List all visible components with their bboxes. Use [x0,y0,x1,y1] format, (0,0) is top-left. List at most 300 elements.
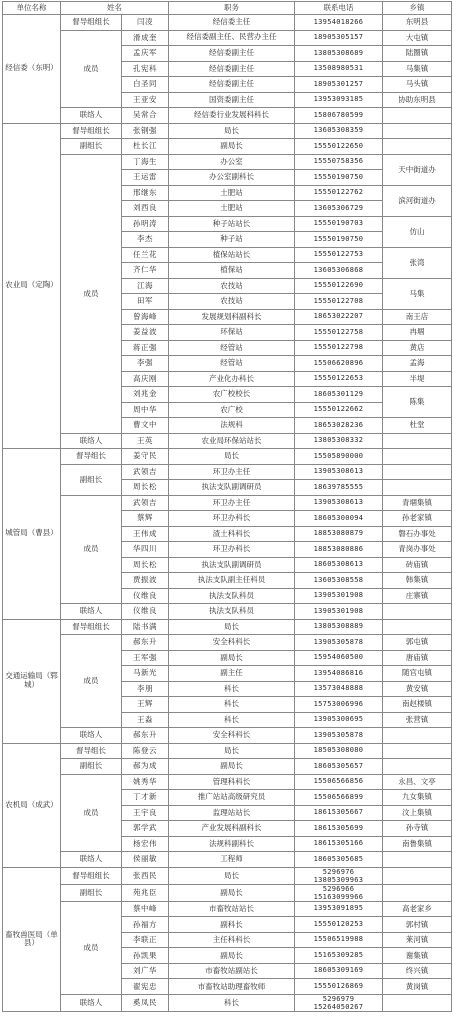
table-row [3,108,452,124]
name-cell: 蒋正强 [122,340,169,356]
town-cell [383,464,452,480]
duty-cell: 经信委行业发展科科长 [169,108,295,124]
role-cell: 联络人 [61,604,122,620]
header-town: 乡镇 [383,2,452,15]
phone-cell: 15550122762 [295,185,383,201]
phone-cell: 18605305657 [295,759,383,775]
phone-cell: 18639785555 [295,480,383,496]
phone-cell: 15550190750 [295,232,383,248]
town-cell: 郭村镇 [383,917,452,933]
phone-cell: 15550190750 [295,170,383,186]
town-cell [383,619,452,635]
phone-cell: 13905308613 [295,464,383,480]
town-cell: 孟海 [383,356,452,372]
name-cell: 贾振波 [122,573,169,589]
duty-cell: 环卫办主任 [169,495,295,511]
phone-cell: 13905300695 [295,712,383,728]
duty-cell: 植保站 [169,263,295,279]
duty-cell: 推广站站高级研究员 [169,790,295,806]
phone-cell: 18905305157 [295,30,383,46]
name-cell: 孙凯果 [122,948,169,964]
phone-cell: 15550190703 [295,216,383,232]
name-cell: 孟庆军 [122,46,169,62]
role-cell: 督导组组长 [61,619,122,635]
table-row [3,635,452,651]
duty-cell: 局长 [169,867,295,884]
town-cell: 汶上集镇 [383,805,452,821]
town-cell: 随官屯镇 [383,666,452,682]
name-cell: 孙福方 [122,917,169,933]
role-cell: 联络人 [61,728,122,744]
name-cell: 丁才新 [122,790,169,806]
name-cell: 奚凤民 [122,994,169,1011]
header-unit: 单位名称 [3,2,61,15]
name-cell: 郝东升 [122,635,169,651]
duty-cell: 主任科科长 [169,932,295,948]
table-row [3,852,452,868]
duty-cell: 办公室 [169,154,295,170]
duty-cell: 副局长 [169,650,295,666]
phone-cell: 13508980531 [295,61,383,77]
name-cell: 白圣同 [122,77,169,93]
duty-cell: 科长 [169,697,295,713]
town-cell [383,123,452,139]
duty-cell: 执法支队副调研员 [169,480,295,496]
phone-cell: 15165309285 [295,948,383,964]
phone-cell: 13805308689 [295,46,383,62]
duty-cell: 产业化办科长 [169,371,295,387]
town-cell: 半堤 [383,371,452,387]
duty-cell: 局长 [169,743,295,759]
duty-cell: 农技站 [169,294,295,310]
unit-cell: 农机局（成武） [3,743,61,867]
duty-cell: 经信委主任 [169,15,295,31]
role-cell: 副组长 [61,464,122,495]
town-cell: 永昌、文亭 [383,774,452,790]
name-cell: 杜长江 [122,139,169,155]
header-row [3,2,452,15]
contact-table [2,1,452,1012]
phone-cell: 15753006996 [295,697,383,713]
name-cell: 吴常合 [122,108,169,124]
table-row [3,433,452,449]
duty-cell: 发展规划科副科长 [169,309,295,325]
town-cell: 黄店 [383,340,452,356]
duty-cell: 经信委副主任 [169,61,295,77]
unit-cell: 农业局（定陶） [3,123,61,449]
name-cell: 姜益波 [122,325,169,341]
role-cell: 副组长 [61,884,122,901]
town-cell: 张营镇 [383,712,452,728]
phone-cell: 15550122662 [295,402,383,418]
name-cell: 姚秀华 [122,774,169,790]
name-cell: 陆书满 [122,619,169,635]
town-cell: 杜堂 [383,418,452,434]
town-cell: 滨河街道办 [383,185,452,216]
table-row [3,901,452,917]
duty-cell: 科长 [169,994,295,1011]
role-cell: 成员 [61,154,122,433]
duty-cell: 副局长 [169,759,295,775]
town-cell: 冉堌 [383,325,452,341]
role-cell: 成员 [61,901,122,994]
name-cell: 孔宪科 [122,61,169,77]
phone-cell: 13905301908 [295,604,383,620]
name-cell: 邢继东 [122,185,169,201]
table-row [3,759,452,775]
phone-cell: 18615305166 [295,836,383,852]
name-cell: 华四川 [122,542,169,558]
name-cell: 周长松 [122,557,169,573]
table-row [3,774,452,790]
town-cell [383,867,452,884]
duty-cell: 工程师 [169,852,295,868]
town-cell [383,139,452,155]
phone-cell: 13905305878 [295,728,383,744]
town-cell [383,480,452,496]
town-cell: 仿山 [383,216,452,247]
name-cell: 王亚安 [122,92,169,108]
duty-cell: 农技站 [169,278,295,294]
name-cell: 郭学武 [122,821,169,837]
phone-cell: 13954086816 [295,666,383,682]
name-cell: 滑成奎 [122,30,169,46]
table-body [3,15,452,1012]
town-cell: 张湾 [383,247,452,278]
duty-cell: 局长 [169,449,295,465]
duty-cell: 局长 [169,619,295,635]
duty-cell: 局长 [169,123,295,139]
header-duty: 职务 [169,2,295,15]
town-cell: 陆圈镇 [383,46,452,62]
phone-cell: 18905301257 [295,77,383,93]
name-cell: 陈登云 [122,743,169,759]
name-cell: 刘西良 [122,201,169,217]
town-cell: 谢集镇 [383,948,452,964]
town-cell: 马头镇 [383,77,452,93]
table-row [3,464,452,480]
phone-cell: 5296966 15163099966 [295,884,383,901]
phone-cell: 15506566899 [295,790,383,806]
name-cell: 高庆刚 [122,371,169,387]
phone-cell: 13605308558 [295,573,383,589]
phone-cell: 13905301908 [295,588,383,604]
duty-cell: 渣土科科长 [169,526,295,542]
town-cell [383,728,452,744]
phone-cell: 13905305878 [295,635,383,651]
duty-cell: 经信委副主任 [169,77,295,93]
name-cell: 蔡辉 [122,511,169,527]
duty-cell: 副局长 [169,884,295,901]
duty-cell: 副主任 [169,666,295,682]
duty-cell: 市畜牧站副站长 [169,963,295,979]
name-cell: 王运雷 [122,170,169,186]
duty-cell: 土肥站 [169,201,295,217]
town-cell: 陈集 [383,387,452,418]
duty-cell: 管理科科长 [169,774,295,790]
role-cell: 联络人 [61,108,122,124]
phone-cell: 15550122653 [295,371,383,387]
name-cell: 侯丽敏 [122,852,169,868]
town-cell: 高老家乡 [383,901,452,917]
duty-cell: 环卫办科长 [169,542,295,558]
role-cell: 成员 [61,635,122,728]
name-cell: 苑兆臣 [122,884,169,901]
name-cell: 王伟成 [122,526,169,542]
table-row [3,728,452,744]
phone-cell: 18853080886 [295,542,383,558]
duty-cell: 环卫办主任 [169,464,295,480]
town-cell: 东明县 [383,15,452,31]
duty-cell: 农业局环保站站长 [169,433,295,449]
name-cell: 杨宏伟 [122,836,169,852]
name-cell: 江海 [122,278,169,294]
role-cell: 督导组组长 [61,867,122,884]
role-cell: 督导组长 [61,449,122,465]
town-cell: 九女集镇 [383,790,452,806]
table-row [3,604,452,620]
name-cell: 任兰花 [122,247,169,263]
name-cell: 丁海生 [122,154,169,170]
town-cell [383,449,452,465]
name-cell: 李朋 [122,681,169,697]
town-cell: 马集镇 [383,61,452,77]
name-cell: 王军强 [122,650,169,666]
town-cell: 黄岗镇 [383,979,452,995]
table-row [3,994,452,1011]
name-cell: 闫凌 [122,15,169,31]
duty-cell: 安全科科长 [169,635,295,651]
table-row [3,884,452,901]
role-cell: 联络人 [61,994,122,1011]
name-cell: 郝东升 [122,728,169,744]
town-cell: 磐石办事处 [383,526,452,542]
header-phone: 联系电话 [295,2,383,15]
name-cell: 曾海峰 [122,309,169,325]
duty-cell: 经信委副主任、民营办主任 [169,30,295,46]
name-cell: 武领吉 [122,464,169,480]
phone-cell: 15506519988 [295,932,383,948]
name-cell: 翟宪忠 [122,979,169,995]
name-cell: 武领吉 [122,495,169,511]
phone-cell: 13953093185 [295,92,383,108]
town-cell: 郭屯镇 [383,635,452,651]
phone-cell: 18605305685 [295,852,383,868]
phone-cell: 18605301129 [295,387,383,403]
name-cell: 李杰 [122,232,169,248]
phone-cell: 15954060500 [295,650,383,666]
phone-cell: 5296976 13805309963 [295,867,383,884]
table-row [3,123,452,139]
town-cell: 青岗办事处 [383,542,452,558]
role-cell: 成员 [61,495,122,604]
unit-cell: 城管局（曹县） [3,449,61,620]
duty-cell: 副局长 [169,139,295,155]
name-cell: 曹文中 [122,418,169,434]
phone-cell: 18653028236 [295,418,383,434]
phone-cell: 18605309169 [295,963,383,979]
table-row [3,154,452,170]
town-cell: 莱河镇 [383,932,452,948]
table-row [3,15,452,31]
duty-cell: 副科长 [169,917,295,933]
table-row [3,495,452,511]
phone-cell: 15550122650 [295,139,383,155]
duty-cell: 法规科副科长 [169,836,295,852]
name-cell: 仪维良 [122,604,169,620]
role-cell: 成员 [61,774,122,852]
name-cell: 田军 [122,294,169,310]
name-cell: 王英 [122,433,169,449]
duty-cell: 农广校校长 [169,387,295,403]
town-cell: 天中街道办 [383,154,452,185]
unit-cell: 畜牧兽医局（单县） [3,867,61,1011]
phone-cell: 13605308359 [295,123,383,139]
phone-cell: 15806780599 [295,108,383,124]
duty-cell: 土肥站 [169,185,295,201]
town-cell: 青堌集镇 [383,495,452,511]
table-row [3,619,452,635]
town-cell: 终兴镇 [383,963,452,979]
duty-cell: 监理站站长 [169,805,295,821]
duty-cell: 执法支队科员 [169,604,295,620]
town-cell: 孙老家镇 [383,511,452,527]
name-cell: 王宇良 [122,805,169,821]
duty-cell: 国资委副主任 [169,92,295,108]
town-cell [383,108,452,124]
town-cell [383,759,452,775]
name-cell: 马新光 [122,666,169,682]
phone-cell: 13605306868 [295,263,383,279]
name-cell: 孙明涛 [122,216,169,232]
phone-cell: 13805308332 [295,433,383,449]
role-cell: 成员 [61,30,122,108]
name-cell: 张钢强 [122,123,169,139]
phone-cell: 15550126869 [295,979,383,995]
phone-cell: 15550122753 [295,247,383,263]
town-cell [383,433,452,449]
duty-cell: 办公室副科长 [169,170,295,186]
duty-cell: 市畜牧站站长 [169,901,295,917]
duty-cell: 科长 [169,681,295,697]
town-cell: 南王店 [383,309,452,325]
name-cell: 王辉 [122,697,169,713]
name-cell: 刘兆金 [122,387,169,403]
duty-cell: 种子站站长 [169,216,295,232]
town-cell [383,743,452,759]
role-cell: 联络人 [61,433,122,449]
duty-cell: 种子站 [169,232,295,248]
duty-cell: 安全科科长 [169,728,295,744]
name-cell: 齐仁华 [122,263,169,279]
town-cell: 唐庙镇 [383,650,452,666]
phone-cell: 18505308080 [295,743,383,759]
town-cell: 韩集镇 [383,573,452,589]
town-cell: 砖庙镇 [383,557,452,573]
duty-cell: 法规科 [169,418,295,434]
town-cell [383,852,452,868]
town-cell: 南赵楼镇 [383,697,452,713]
table-row [3,867,452,884]
name-cell: 张西民 [122,867,169,884]
town-cell: 协助东明县 [383,92,452,108]
role-cell: 联络人 [61,852,122,868]
duty-cell: 副局长 [169,948,295,964]
duty-cell: 经管站 [169,340,295,356]
phone-cell: 18615305667 [295,805,383,821]
unit-cell: 经信委（东明） [3,15,61,124]
duty-cell: 植保站站长 [169,247,295,263]
phone-cell: 13605306729 [295,201,383,217]
duty-cell: 市畜牧站助理畜牧师 [169,979,295,995]
phone-cell: 15550758356 [295,154,383,170]
duty-cell: 农广校 [169,402,295,418]
role-cell: 督导组组长 [61,15,122,31]
phone-cell: 18853080879 [295,526,383,542]
role-cell: 督导组长 [61,743,122,759]
town-cell: 大屯镇 [383,30,452,46]
name-cell: 郝为成 [122,759,169,775]
role-cell: 副组长 [61,759,122,775]
town-cell: 马集 [383,278,452,309]
town-cell [383,884,452,901]
duty-cell: 执法支队科员 [169,588,295,604]
phone-cell: 15550122708 [295,294,383,310]
name-cell: 王淼 [122,712,169,728]
town-cell [383,604,452,620]
name-cell: 周中华 [122,402,169,418]
duty-cell: 经信委副主任 [169,46,295,62]
unit-cell: 交通运输局（郓城） [3,619,61,743]
name-cell: 李联正 [122,932,169,948]
phone-cell: 13573048888 [295,681,383,697]
phone-cell: 15550122758 [295,325,383,341]
town-cell: 孙寺镇 [383,821,452,837]
phone-cell: 5296979 15264050267 [295,994,383,1011]
phone-cell: 18653022207 [295,309,383,325]
duty-cell: 执法支队副调研员 [169,557,295,573]
phone-cell: 13905308613 [295,495,383,511]
phone-cell: 18605300094 [295,511,383,527]
duty-cell: 执法支队副主任科员 [169,573,295,589]
role-cell: 副组长 [61,139,122,155]
phone-cell: 15506620896 [295,356,383,372]
role-cell: 督导组组长 [61,123,122,139]
duty-cell: 环卫办科长 [169,511,295,527]
phone-cell: 18605308613 [295,557,383,573]
duty-cell: 经管站 [169,356,295,372]
name-cell: 刘广华 [122,963,169,979]
phone-cell: 13954018266 [295,15,383,31]
phone-cell: 15550120253 [295,917,383,933]
phone-cell: 15550122690 [295,278,383,294]
duty-cell: 环保站 [169,325,295,341]
phone-cell: 15506566856 [295,774,383,790]
town-cell: 南鲁集镇 [383,836,452,852]
duty-cell: 产业发展科副科长 [169,821,295,837]
header-name: 姓名 [61,2,169,15]
phone-cell: 18615305699 [295,821,383,837]
name-cell: 周长松 [122,480,169,496]
name-cell: 蔡中峰 [122,901,169,917]
phone-cell: 15550122798 [295,340,383,356]
table-row [3,449,452,465]
table-row [3,139,452,155]
phone-cell: 13953091895 [295,901,383,917]
name-cell: 李强 [122,356,169,372]
table-row [3,30,452,46]
duty-cell: 科长 [169,712,295,728]
